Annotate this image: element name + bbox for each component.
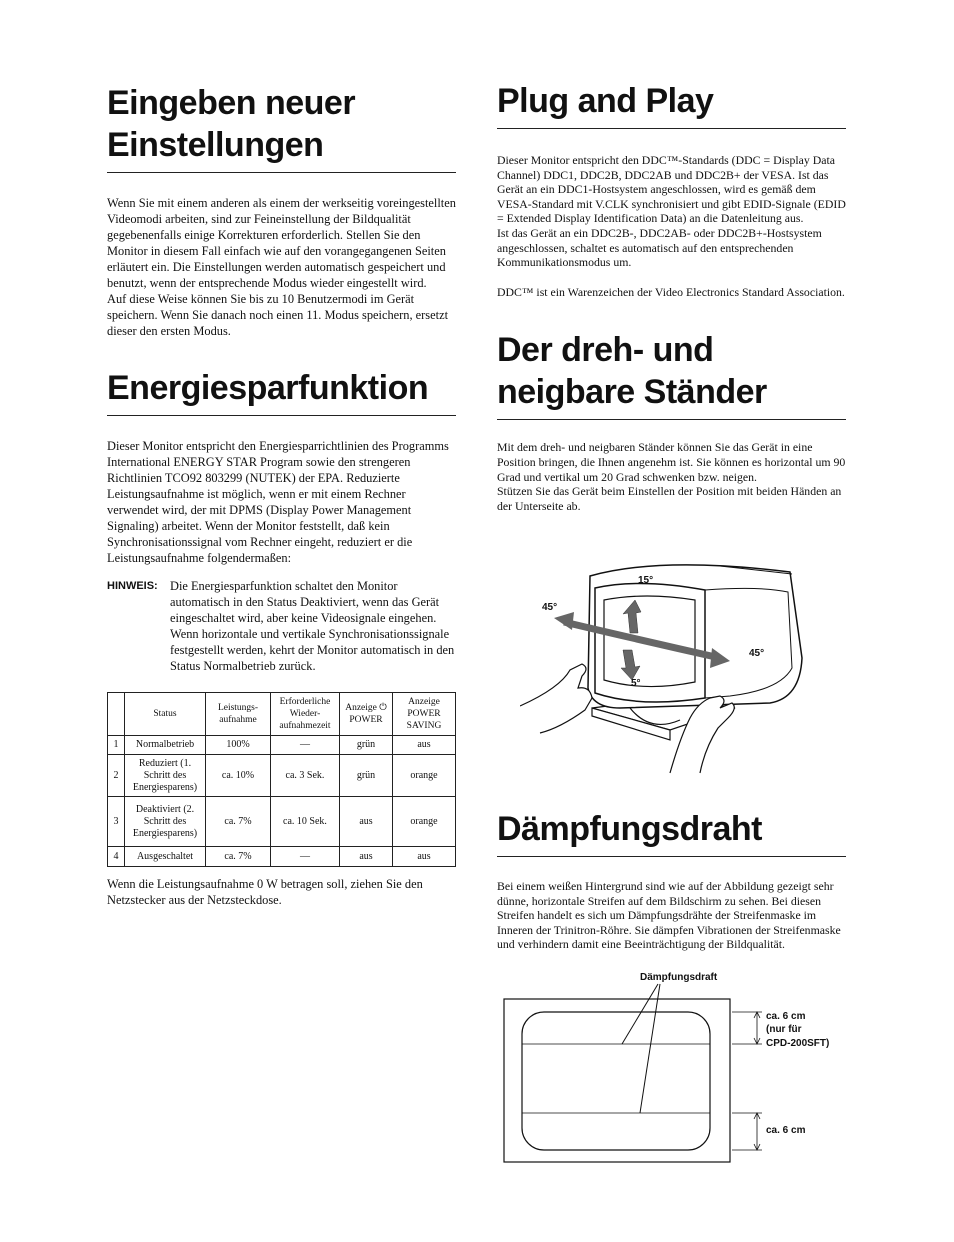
table-cell: grün bbox=[340, 736, 393, 755]
eingeben-paragraph-2: Auf diese Weise können Sie bis zu 10 Benutzermodi im Gerät speichern. Wenn Sie danach noch einen 11. Modus speichern, ersetzt dieser den ersten Modus. bbox=[107, 292, 449, 338]
table-cell: ca. 7% bbox=[206, 797, 271, 847]
pnp-paragraph-1: Dieser Monitor entspricht den DDC™-Standards (DDC = Display Data Channel) DDC1, DDC2B, DDC2AB und DDC2B+ der VESA. Ist das Gerät an ein DDC1-Hostsystem angeschlossen, wird es gemäß dem VESA-Standard mit V.CLK synchronisiert und gibt EDID-Signale (EDID = Extended Display Identification Data) an die Datenleitung aus. bbox=[497, 153, 846, 226]
table-cell: orange bbox=[393, 797, 456, 847]
table-cell: orange bbox=[393, 755, 456, 797]
swivel-stand-illustration bbox=[520, 558, 820, 778]
table-header-cell: Anzeige ⏻ POWER bbox=[340, 693, 393, 736]
table-header-cell: Anzeige POWER SAVING bbox=[393, 693, 456, 736]
swivel-right-label: 45° bbox=[749, 648, 765, 659]
table-cell: — bbox=[271, 736, 340, 755]
note-text: Die Energiesparfunktion schaltet den Monitor automatisch in den Status Deaktiviert, wenn das Gerät eingeschaltet wird, aber keine Videosignale eingehen. Wenn horizontale und vertikale Synchronisationssignale festgestellt werden, kehrt der Monitor automatisch in den Status Normalbetrieb zurück. bbox=[170, 579, 455, 673]
table-cell: 1 bbox=[108, 736, 125, 755]
power-status-table bbox=[107, 692, 456, 867]
table-header-cell: Status bbox=[125, 693, 206, 736]
table-cell: 4 bbox=[108, 847, 125, 867]
pnp-paragraph-2: Ist das Gerät an ein DDC2B-, DDC2AB- oder DDC2B+-Hostsystem angeschlossen, schaltet es automatisch auf den entsprechenden Kommunikationsmodus um. bbox=[497, 225, 822, 270]
table-cell: 2 bbox=[108, 755, 125, 797]
table-cell: ca. 7% bbox=[206, 847, 271, 867]
table-cell: grün bbox=[340, 755, 393, 797]
table-cell: aus bbox=[393, 847, 456, 867]
table-row bbox=[108, 847, 456, 867]
table-cell: Reduziert (1. Schritt des Energiesparens) bbox=[125, 755, 206, 797]
table-cell: — bbox=[271, 847, 340, 867]
left-column bbox=[107, 0, 456, 908]
table-row bbox=[108, 755, 456, 797]
table-header-row bbox=[108, 693, 456, 736]
damper-wire-diagram bbox=[500, 968, 850, 1168]
dimension-lower: ca. 6 cm bbox=[766, 1125, 806, 1136]
table-row bbox=[108, 736, 456, 755]
heading-staender-line2: neigbare Ständer bbox=[497, 373, 767, 412]
swivel-left-label: 45° bbox=[542, 602, 558, 613]
dimension-upper-line1: ca. 6 cm bbox=[766, 1011, 806, 1022]
table-cell: ca. 10% bbox=[206, 755, 271, 797]
daempfung-paragraph-1: Bei einem weißen Hintergrund sind wie auf der Abbildung gezeigt sehr dünne, horizontale Streifen auf dem Bildschirm zu sehen. Bei diesen Streifen handelt es sich um Dämpfungsdrähte der Streifenmaske im Inneren der Trinitron-Röhre. Sie dämpfen Vibrationen der Streifenmaske und verhindern damit eine Beeinträchtigung der Bildqualität. bbox=[497, 879, 841, 952]
tilt-down-label: 5° bbox=[631, 678, 641, 689]
table-header-cell: Erforderliche Wieder-aufnahmezeit bbox=[271, 693, 340, 736]
tilt-up-label: 15° bbox=[638, 575, 654, 586]
pnp-paragraph-3: DDC™ ist ein Warenzeichen der Video Electronics Standard Association. bbox=[497, 284, 845, 299]
damper-wire-label: Dämpfungsdraft bbox=[640, 972, 718, 983]
heading-eingeben-line2: Einstellungen bbox=[107, 126, 324, 164]
table-cell: aus bbox=[340, 847, 393, 867]
heading-daempfungsdraht: Dämpfungsdraht bbox=[497, 808, 846, 857]
dimension-upper-line2: (nur für bbox=[766, 1024, 802, 1035]
table-cell: aus bbox=[393, 736, 456, 755]
table-cell: ca. 10 Sek. bbox=[271, 797, 340, 847]
heading-staender-line1: Der dreh- und bbox=[497, 331, 714, 370]
table-cell: Ausgeschaltet bbox=[125, 847, 206, 867]
note-hinweis bbox=[107, 578, 456, 674]
staender-paragraph-1: Mit dem dreh- und neigbaren Ständer können Sie das Gerät in eine Position bringen, die Ihnen angenehm ist. Sie können es horizontal um 90 Grad und vertikal um 20 Grad schwenken bzw. neigen. bbox=[497, 440, 846, 484]
table-cell: 3 bbox=[108, 797, 125, 847]
table-cell: ca. 3 Sek. bbox=[271, 755, 340, 797]
table-cell: aus bbox=[340, 797, 393, 847]
staender-paragraph-2: Stützen Sie das Gerät beim Einstellen der Position mit beiden Händen an der Unterseite ab. bbox=[497, 484, 842, 513]
daempfung-section bbox=[497, 808, 846, 952]
table-row bbox=[108, 797, 456, 847]
heading-staender bbox=[497, 329, 846, 420]
table-header-cell: Leistungs-aufnahme bbox=[206, 693, 271, 736]
screen-outline bbox=[522, 1012, 710, 1150]
heading-eingeben bbox=[107, 82, 456, 173]
note-label: HINWEIS: bbox=[107, 580, 158, 592]
table-cell: 100% bbox=[206, 736, 271, 755]
energie-paragraph-1: Dieser Monitor entspricht den Energiesparrichtlinien des Programms International ENERGY STAR Program sowie den strengeren Richtlinien TCO92 803299 (NUTEK) der EPA. Reduzierte Leistungsaufnahme ist möglich, wenn er mit einem Rechner verwendet wird, der mit DPMS (Display Power Management Signaling) arbeitet. Wenn der Monitor feststellt, daß kein Synchronisationssignal vom Rechner eingeht, reduziert er die Leistungsaufnahme folgendermaßen: bbox=[107, 439, 449, 565]
right-column bbox=[497, 0, 846, 513]
heading-eingeben-line1: Eingeben neuer bbox=[107, 84, 356, 122]
table-cell: Deaktiviert (2. Schritt des Energiesparens) bbox=[125, 797, 206, 847]
table-header-cell bbox=[108, 693, 125, 736]
table-cell: Normalbetrieb bbox=[125, 736, 206, 755]
heading-plug-and-play: Plug and Play bbox=[497, 80, 846, 129]
after-table-text: Wenn die Leistungsaufnahme 0 W betragen soll, ziehen Sie den Netzstecker aus der Netzsteckdose. bbox=[107, 877, 423, 907]
eingeben-paragraph-1: Wenn Sie mit einem anderen als einem der werkseitig voreingestellten Videomodi arbeiten, sind zur Feineinstellung der Bildqualität gegebenenfalls einige Korrekturen erforderlich. Stellen Sie den Monitor in diesem Fall einfach wie auf den vorangegangenen Seiten erläutert ein. Die Einstellungen werden automatisch gespeichert und benutzt, wenn der entsprechende Modus wieder eingestellt wird. bbox=[107, 196, 456, 290]
dimension-upper-line3: CPD-200SFT) bbox=[766, 1038, 830, 1049]
heading-energiesparfunktion: Energiesparfunktion bbox=[107, 367, 456, 416]
